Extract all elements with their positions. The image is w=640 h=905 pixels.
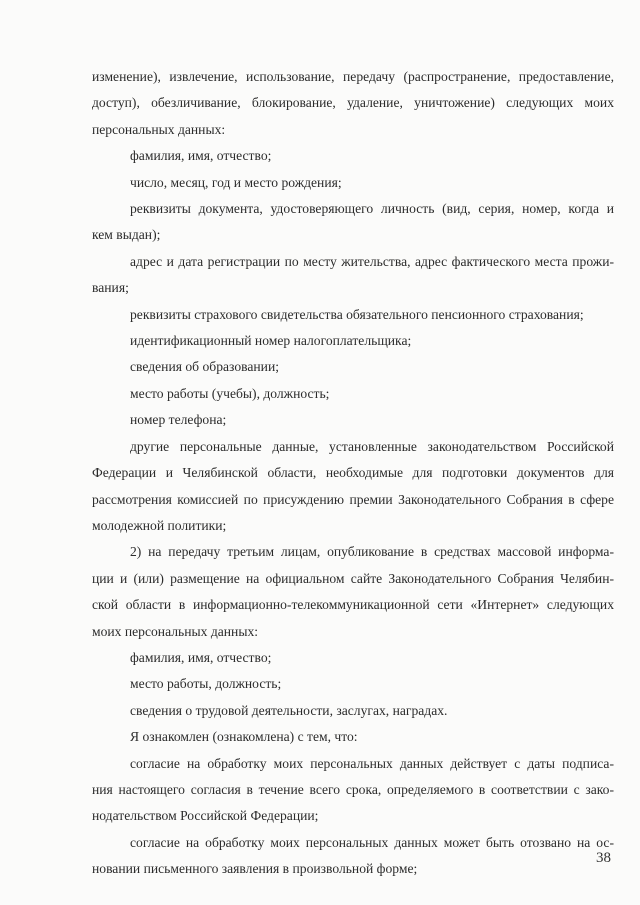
list-item: фамилия, имя, отчество; [130, 649, 272, 665]
text-line: доступ), обезличивание, блокирование, удаление, уничтожение) следующих моих [92, 95, 614, 111]
list-item: число, месяц, год и место рождения; [130, 174, 342, 190]
list-item: фамилия, имя, отчество; [130, 148, 272, 164]
text-line: нодательством Российской Федерации; [92, 808, 319, 824]
list-item: место работы, должность; [130, 676, 282, 692]
text-line: ской области в информационно-телекоммуникационной сети «Интернет» следующих [92, 597, 614, 613]
document-body [92, 64, 614, 883]
list-item: согласие на обработку моих персональных данных может быть отозвано на ос- [130, 834, 614, 850]
list-item: сведения об образовании; [130, 359, 279, 375]
text-line: ции и (или) размещение на официальном сайте Законодательного Собрания Челябин- [92, 570, 614, 586]
page-number: 38 [596, 850, 611, 866]
text-line: новании письменного заявления в произвольной форме; [92, 861, 418, 877]
list-item: адрес и дата регистрации по месту жительства, адрес фактического места прожи- [130, 253, 614, 269]
text-line: вания; [92, 280, 129, 296]
list-item: реквизиты документа, удостоверяющего личность (вид, серия, номер, когда и [130, 201, 614, 217]
list-item: идентификационный номер налогоплательщика; [130, 333, 412, 349]
list-item: место работы (учебы), должность; [130, 385, 330, 401]
text-line: моих персональных данных: [92, 623, 259, 639]
list-item: согласие на обработку моих персональных данных действует с даты подписа- [130, 755, 614, 771]
paragraph-start: 2) на передачу третьим лицам, опубликование в средствах массовой информа- [130, 544, 614, 560]
list-item: другие персональные данные, установленные законодательством Российской [130, 438, 614, 454]
text-line: молодежной политики; [92, 517, 227, 533]
list-item: номер телефона; [130, 412, 227, 428]
text-line: рассмотрения комиссией по присуждению премии Законодательного Собрания в сфере [92, 491, 614, 507]
text-line: персональных данных: [92, 121, 226, 137]
text-line: Федерации и Челябинской области, необходимые для подготовки документов для [92, 465, 614, 481]
text-line: изменение), извлечение, использование, передачу (распространение, предоставление, [92, 69, 614, 84]
text-line: ния настоящего согласия в течение всего срока, определяемого в соответствии с зако- [92, 781, 614, 797]
list-item: реквизиты страхового свидетельства обязательного пенсионного страхования; [130, 306, 584, 322]
text-line: кем выдан); [92, 227, 161, 243]
paragraph-start: Я ознакомлен (ознакомлена) с тем, что: [130, 729, 358, 745]
list-item: сведения о трудовой деятельности, заслугах, наградах. [130, 702, 448, 718]
